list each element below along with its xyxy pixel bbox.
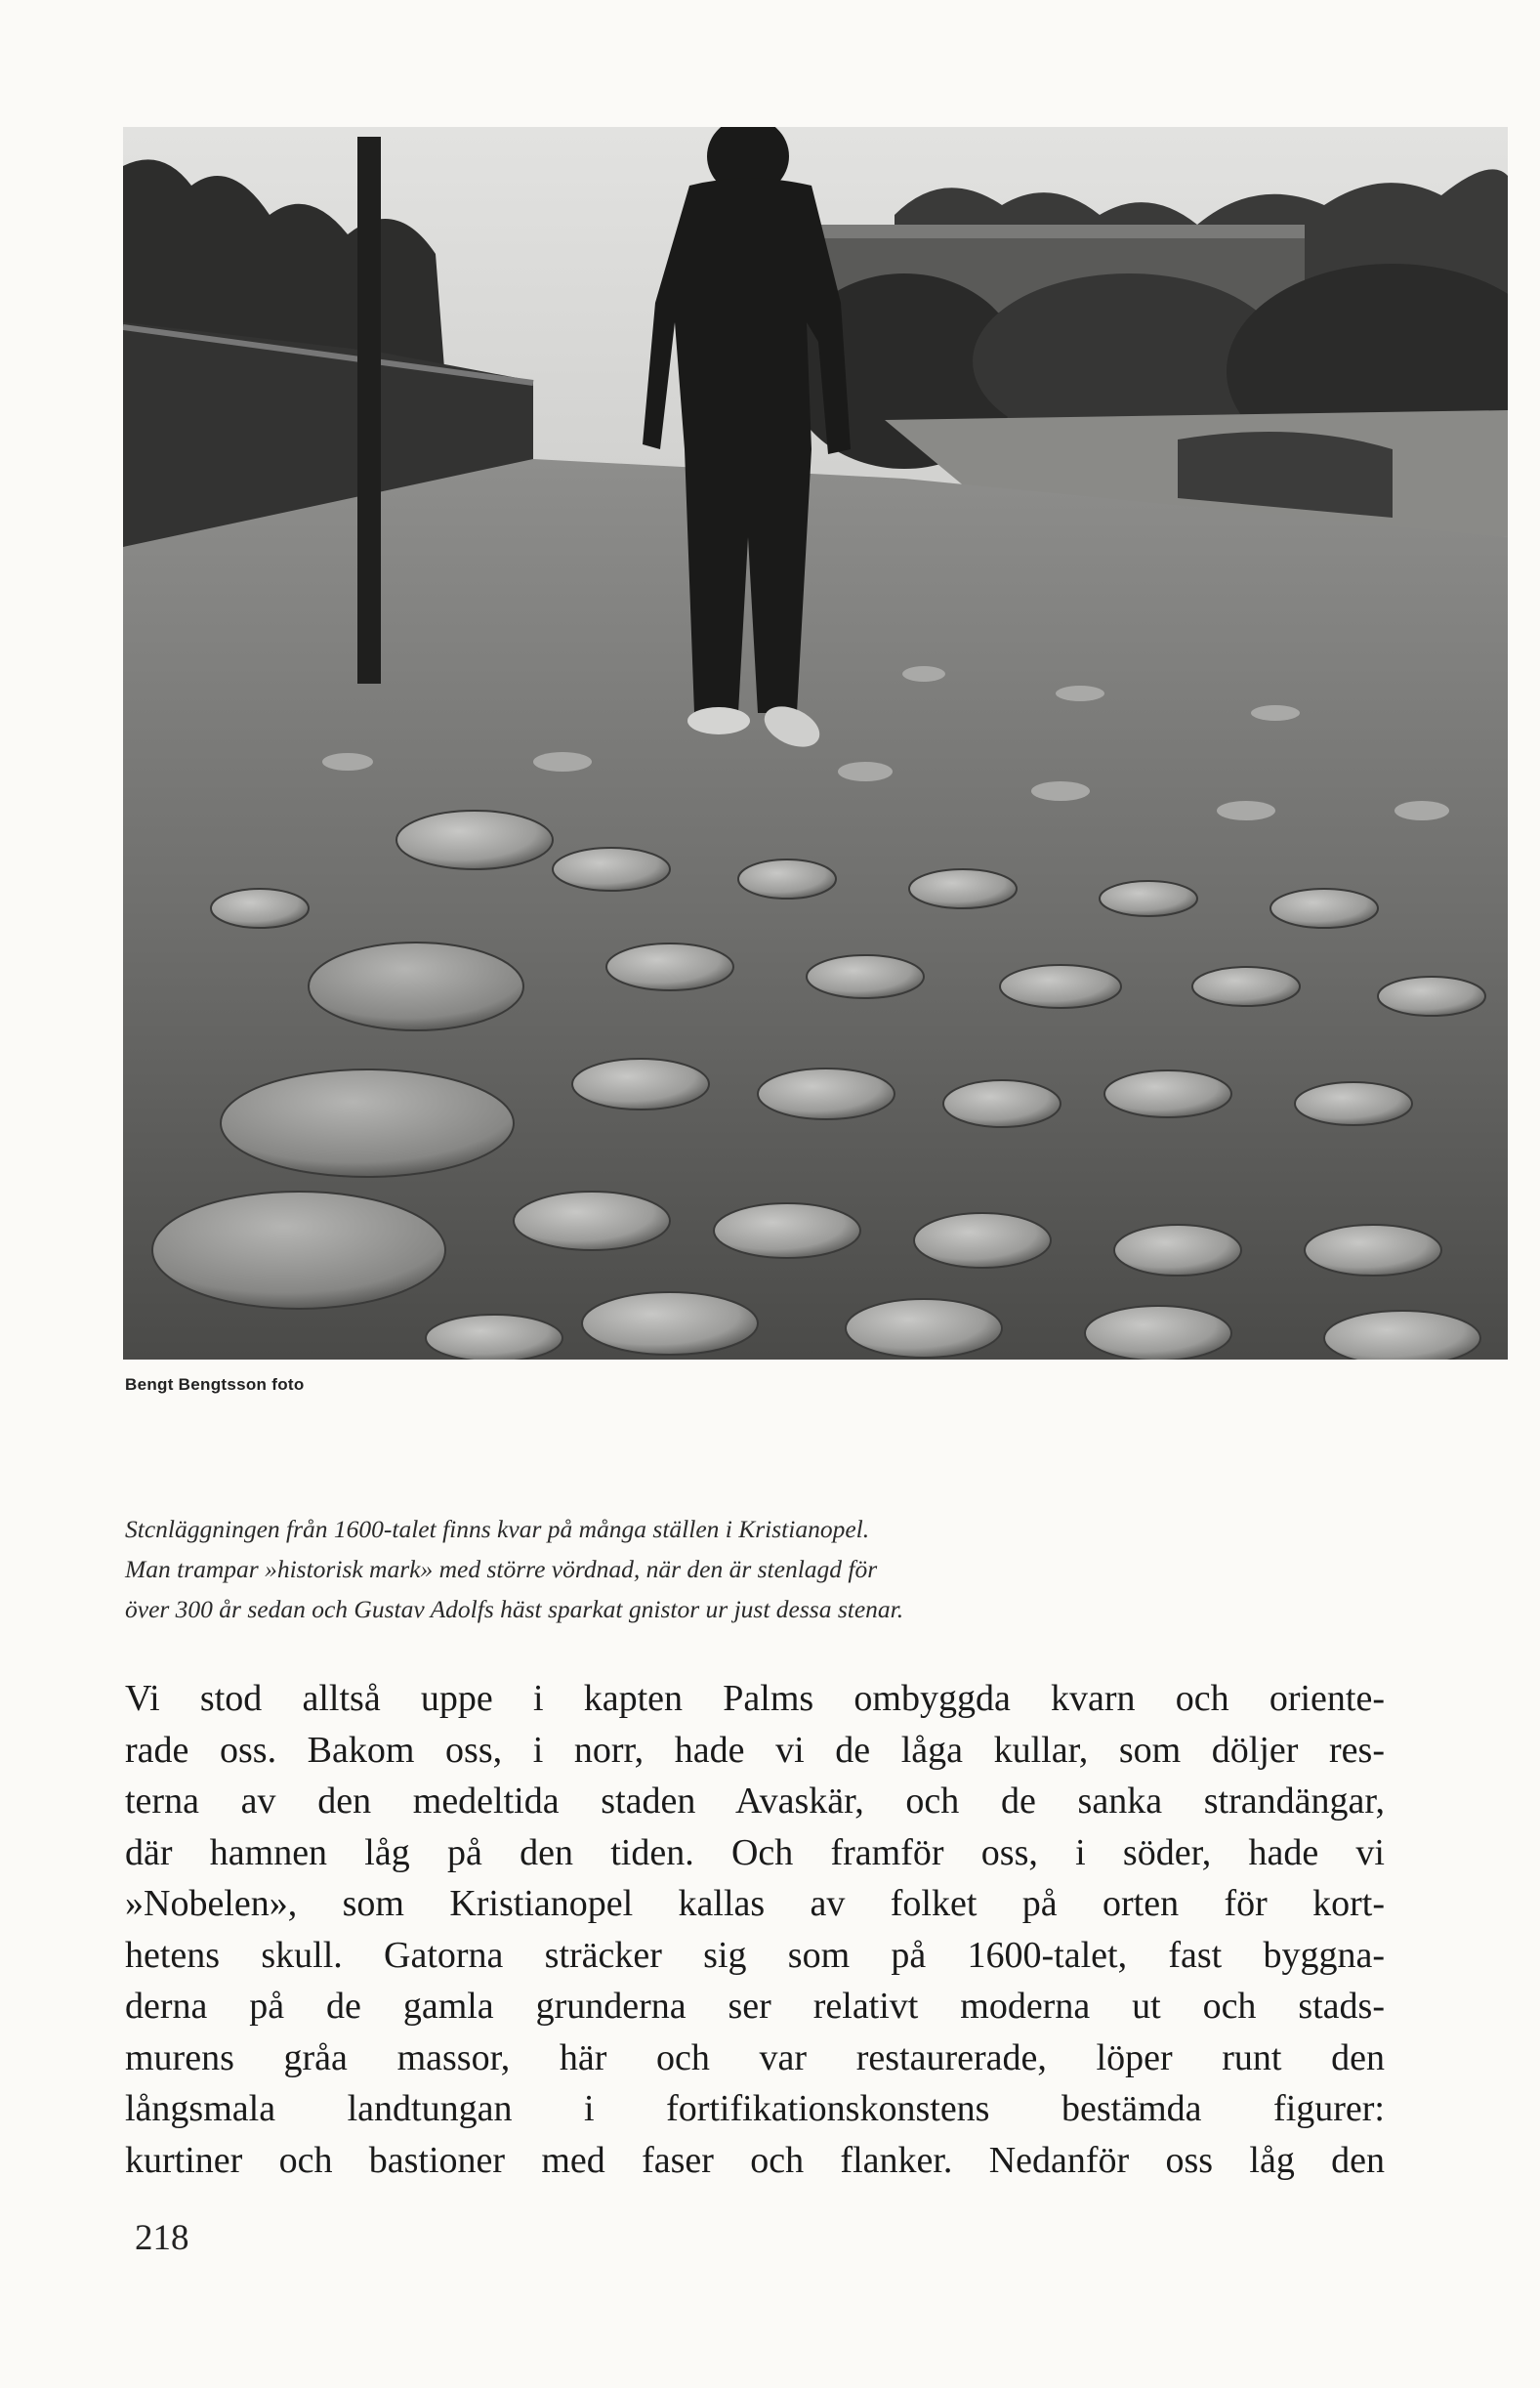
body-paragraph: [125, 1673, 1385, 2186]
caption-line: över 300 år sedan och Gustav Adolfs häst sparkat gnistor ur just dessa stenar.: [125, 1595, 904, 1623]
body-line: murens gråa massor, här och var restaurerade, löper runt den: [125, 2036, 1385, 2078]
body-line: hetens skull. Gatorna sträcker sig som på 1600-talet, fast byggna-: [125, 1934, 1385, 1976]
caption-line: Stcnläggningen från 1600-talet finns kvar på många ställen i Kristianopel.: [125, 1515, 870, 1543]
body-line: där hamnen låg på den tiden. Och framför oss, i söder, hade vi: [125, 1831, 1385, 1873]
photograph-icon: [123, 127, 1508, 1360]
photograph: [123, 127, 1508, 1360]
body-line: »Nobelen», som Kristianopel kallas av folket på orten för kort-: [125, 1883, 1385, 1924]
body-line: kurtiner och bastioner med faser och flanker. Nedanför oss låg den: [125, 2139, 1385, 2181]
body-line: terna av den medeltida staden Avaskär, och de sanka strandängar,: [125, 1781, 1385, 1822]
body-line: rade oss. Bakom oss, i norr, hade vi de låga kullar, som döljer res-: [125, 1729, 1385, 1771]
caption-line: Man trampar »historisk mark» med större vördnad, när den är stenlagd för: [125, 1555, 878, 1583]
page-number: 218: [135, 2218, 189, 2258]
photo-credit: Bengt Bengtsson foto: [125, 1375, 305, 1394]
body-line: Vi stod alltså uppe i kapten Palms ombyggda kvarn och oriente-: [125, 1678, 1385, 1719]
body-line: derna på de gamla grunderna ser relativt moderna ut och stads-: [125, 1986, 1385, 2027]
photo-caption: [125, 1509, 1394, 1629]
body-line: långsmala landtungan i fortifikationskonstens bestämda figurer:: [125, 2088, 1385, 2129]
